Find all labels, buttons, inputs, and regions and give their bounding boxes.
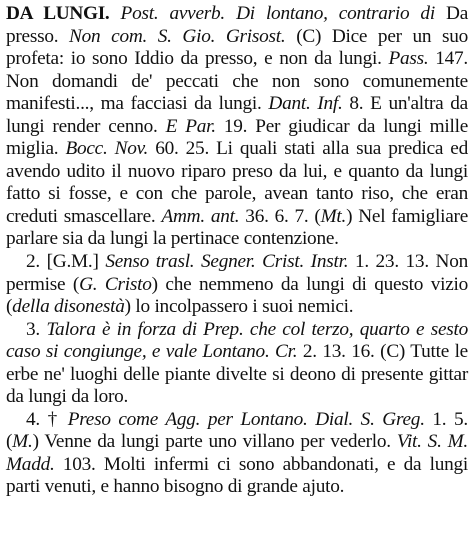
source-citation: Mt.	[320, 205, 347, 227]
source-citation: Dant. Inf.	[268, 93, 343, 115]
source-citation: Vit. S. M. Madd.	[6, 431, 468, 475]
entry-headword: DA LUNGI.	[6, 3, 110, 24]
sense-label: Senso trasl. Segner. Crist. Instr.	[105, 251, 349, 273]
entry-paragraph-3	[6, 319, 468, 409]
quote-text: ) Venne da lungi parte uno villano per vederlo.	[32, 431, 391, 453]
quote-text: 19. Per giudicar da lungi mille miglia.	[6, 115, 469, 160]
entry-paragraph-2	[6, 251, 468, 319]
quote-text: 60. 25. Li quali stati alla sua predica ed avendo udito il nuovo riparo preso da lui, e quanto da lungi fatto si fosse, e con che parole, avean tanto riso, che eran creduti smascellare.	[6, 138, 468, 227]
quote-text: ) lo incolpassero i suoi nemici.	[124, 296, 354, 318]
source-citation: Non com. S. Gio. Grisost.	[69, 25, 286, 47]
quote-italic: della disonestà	[12, 296, 125, 318]
sense-label: Preso come Agg. per Lontano. Dial. S. Greg.	[67, 408, 425, 430]
quote-text: ) che nemmeno da lungi di questo vizio (	[6, 273, 469, 318]
quote-text: 1. 5. (	[6, 408, 468, 453]
quote-text: ) Nel famigliare parlare sia da lungi la pertinace contenzione.	[6, 205, 469, 250]
source-citation: E Par.	[165, 115, 216, 137]
entry-paragraph-1	[6, 3, 468, 251]
grammar-label: Post. avverb. Di lontano, contrario di	[120, 3, 435, 24]
quote-text: 1. 23. 13. Non permise (	[6, 251, 468, 295]
quote-text: (C) Dice per un suo profeta: io sono Iddio da presso, e non da lungi.	[6, 25, 468, 70]
quote-text: 147. Non domandi de' peccati che non sono comunemente manifesti..., ma facciasi da lungi.	[6, 48, 468, 115]
entry-paragraph-4	[6, 409, 468, 499]
quote-text: 36. 6. 7. (	[245, 205, 321, 227]
source-citation: Pass.	[388, 48, 429, 70]
quote-italic: M.	[12, 431, 33, 453]
source-citation: Bocc. Nov.	[65, 138, 149, 160]
quote-italic: G. Cristo	[79, 273, 152, 295]
quote-text: 2. 13. 16. (C) Tutte le erbe ne' luoghi delle piante divelte si deono di presente gittar da lungi da loro.	[6, 341, 468, 408]
sense-number: 3.	[26, 318, 40, 340]
quote-text: 8. E un'altra da lungi render cenno.	[6, 93, 468, 137]
sense-label: Talora è in forza di Prep. che col terzo, quarto e sesto caso si congiunge, e vale Lontano. Cr.	[6, 318, 469, 363]
sense-number: 2. [G.M.]	[26, 251, 99, 273]
sense-number: 4. †	[26, 408, 61, 430]
quote-text: 103. Molti infermi ci sono abbandonati, e da lungi parti venuti, e hanno bisogno di grande ajuto.	[6, 453, 468, 498]
definition-text: Da presso.	[6, 3, 469, 47]
source-citation: Amm. ant.	[161, 205, 240, 227]
